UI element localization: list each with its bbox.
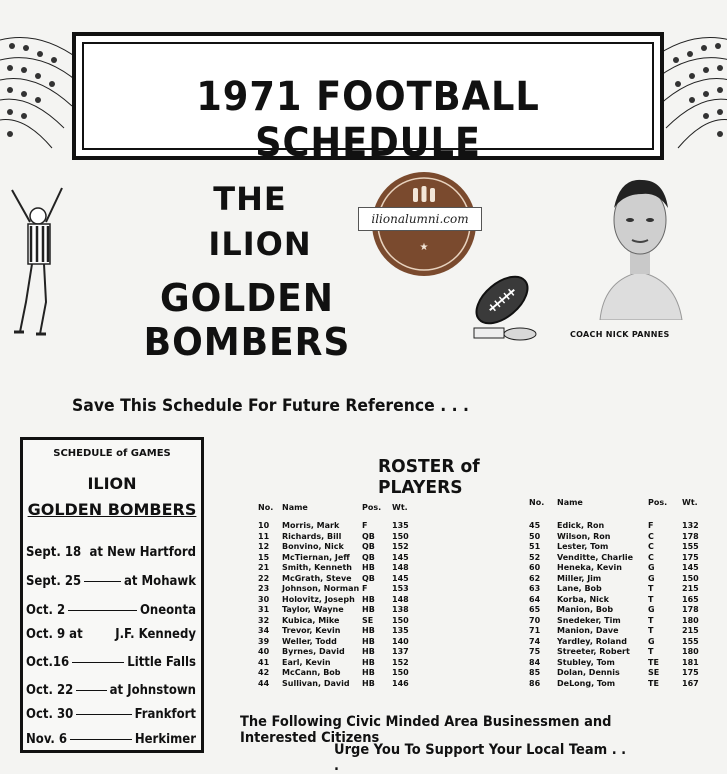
schedule-game-row [26,703,196,725]
roster-cell-name: Wilson, Ron [557,531,611,541]
roster-cell-wt: 180 [682,647,699,656]
roster-cell-name: Kubica, Mike [282,615,340,625]
game-leader-line [72,662,124,663]
roster-cell-pos: G [648,563,655,572]
roster-cell-no: 39 [258,636,270,646]
roster-cell-pos: T [648,615,654,625]
roster-cell-pos: HB [362,647,375,656]
roster-cell-no: 62 [529,573,541,583]
roster-cell-wt: 215 [682,626,699,635]
footer-line-2: Urge You To Support Your Local Team . . . [334,742,627,774]
roster-cell-pos: QB [362,531,375,541]
schedule-game-row [26,728,196,750]
roster-cell-pos: T [648,594,654,604]
roster-cell-wt: 148 [392,563,409,572]
roster-cell-wt: 155 [682,542,699,551]
roster-cell-pos: HB [362,636,375,646]
roster-cell-name: Johnson, Norman [282,584,360,593]
roster-cell-pos: C [648,552,654,562]
roster-cell-name: Edick, Ron [557,521,605,530]
roster-cell-pos: T [648,626,654,635]
roster-cell-no: 70 [529,615,541,625]
schedule-game-row [26,679,196,701]
roster-cell-name: Snedeker, Tim [557,615,621,625]
roster-cell-wt: 135 [392,521,409,530]
roster-cell-no: 12 [258,542,270,551]
roster-cell-no: 60 [529,563,541,572]
roster-cell-name: Holovitz, Joseph [282,594,355,604]
roster-cell-name: Lester, Tom [557,542,609,551]
roster-cell-pos: HB [362,605,375,614]
three-figures-icon [413,186,435,202]
roster-cell-name: Lane, Bob [557,584,602,593]
roster-cell-no: 45 [529,521,541,530]
roster-cell-no: 44 [258,678,270,688]
coach-caption: COACH NICK PANNES [570,330,670,339]
roster-cell-no: 23 [258,584,270,593]
roster-cell-pos: HB [362,563,375,572]
roster-cell-wt: 152 [392,542,409,551]
roster-cell-name: Bonvino, Nick [282,542,344,551]
roster-cell-no: 41 [258,657,270,667]
team-title-golden-bombers: GOLDEN BOMBERS [143,276,351,364]
roster-cell-name: McGrath, Steve [282,573,352,583]
roster-cell-wt: 150 [392,668,409,677]
schedule-team-ilion: ILION [87,474,137,493]
roster-cell-wt: 155 [682,636,699,646]
roster-cell-no: 34 [258,626,270,635]
roster-cell-name: Venditte, Charlie [557,552,634,562]
roster-cell-pos: HB [362,678,375,688]
roster-cell-name: McCann, Bob [282,668,341,677]
svg-text:★: ★ [419,242,429,253]
roster-cell-wt: 153 [392,584,409,593]
roster-cell-name: Byrnes, David [282,647,345,656]
roster-cell-no: 84 [529,657,541,667]
game-date: Oct. 30 [26,706,74,722]
roster-cell-pos: SE [648,668,660,677]
game-date: Nov. 6 [26,731,68,747]
roster-cell-name: Dolan, Dennis [557,668,620,677]
roster-cell-no: 86 [529,678,541,688]
roster-cell-wt: 175 [682,668,699,677]
roster-header-pos: Pos. [362,503,382,512]
roster-cell-no: 65 [529,605,541,614]
game-date: Oct. 22 [26,682,74,698]
schedule-team-golden-bombers: GOLDEN BOMBERS [27,500,197,519]
game-leader-line [76,714,131,715]
roster-cell-pos: F [648,521,654,530]
roster-cell-no: 50 [529,531,541,541]
roster-cell-no: 52 [529,552,541,562]
roster-cell-wt: 180 [682,615,699,625]
roster-cell-wt: 148 [392,594,409,604]
roster-cell-no: 71 [529,626,541,635]
game-leader-line [68,610,137,611]
game-opponent: at New Hartford [89,544,196,560]
roster-cell-no: 85 [529,668,541,677]
roster-cell-wt: 181 [682,657,699,667]
roster-cell-wt: 175 [682,552,699,562]
roster-cell-wt: 178 [682,605,699,614]
roster-cell-pos: QB [362,552,375,562]
roster-cell-name: Trevor, Kevin [282,626,341,635]
roster-cell-pos: TE [648,657,659,667]
roster-cell-pos: HB [362,594,375,604]
roster-cell-no: 51 [529,542,541,551]
roster-cell-pos: G [648,636,655,646]
roster-cell-pos: F [362,521,368,530]
roster-cell-wt: 146 [392,678,409,688]
roster-cell-name: Korba, Nick [557,594,609,604]
roster-header-no: No. [258,503,274,512]
roster-header-pos: Pos. [648,498,668,507]
game-opponent: Herkimer [134,731,196,747]
game-leader-line [76,690,106,691]
game-opponent: Oneonta [139,602,196,618]
roster-cell-wt: 135 [392,626,409,635]
game-opponent: Little Falls [127,654,196,670]
roster-cell-wt: 140 [392,636,409,646]
roster-cell-no: 75 [529,647,541,656]
roster-cell-no: 21 [258,563,270,572]
roster-cell-wt: 165 [682,594,699,604]
game-date: Sept. 18 [26,544,82,560]
roster-cell-wt: 145 [392,573,409,583]
roster-cell-pos: C [648,542,654,551]
roster-cell-no: 10 [258,521,270,530]
game-date: Oct. 9 at [26,626,83,642]
game-date: Oct. 2 [26,602,66,618]
roster-cell-pos: SE [362,615,374,625]
schedule-game-row [26,651,196,673]
game-opponent: at Mohawk [123,573,196,589]
roster-cell-wt: 145 [682,563,699,572]
roster-header-wt: Wt. [392,503,408,512]
roster-cell-wt: 137 [392,647,409,656]
roster-cell-name: Heneka, Kevin [557,563,622,572]
roster-cell-no: 40 [258,647,270,656]
game-date: Sept. 25 [26,573,82,589]
roster-cell-pos: G [648,605,655,614]
roster-cell-pos: T [648,647,654,656]
roster-cell-name: Miller, Jim [557,573,602,583]
roster-cell-pos: C [648,531,654,541]
roster-cell-wt: 138 [392,605,409,614]
roster-cell-name: Manion, Bob [557,605,614,614]
roster-cell-wt: 152 [392,657,409,667]
roster-cell-name: Taylor, Wayne [282,605,344,614]
schedule-game-row [26,570,196,592]
roster-cell-pos: G [648,573,655,583]
roster-cell-no: 64 [529,594,541,604]
roster-cell-name: Sullivan, David [282,678,350,688]
schedule-heading: SCHEDULE of GAMES [53,448,171,459]
roster-cell-pos: TE [648,678,659,688]
roster-cell-name: Streeter, Robert [557,647,630,656]
roster-cell-wt: 150 [682,573,699,583]
game-opponent: J.F. Kennedy [115,626,196,642]
roster-cell-pos: T [648,584,654,593]
roster-cell-no: 63 [529,584,541,593]
roster-cell-no: 30 [258,594,270,604]
roster-cell-name: Morris, Mark [282,521,340,530]
save-note: Save This Schedule For Future Reference . . . [72,396,469,416]
roster-cell-wt: 150 [392,531,409,541]
roster-header-name: Name [282,503,308,512]
game-leader-line [70,739,132,740]
football-illustration [460,262,540,352]
roster-cell-no: 42 [258,668,270,677]
roster-cell-pos: QB [362,542,375,551]
roster-cell-name: Yardley, Roland [557,636,627,646]
schedule-game-row [26,599,196,621]
referee-illustration [0,182,78,342]
coach-photo [590,170,690,320]
crowd-left-illustration [0,20,80,150]
roster-header-name: Name [557,498,583,507]
team-title-ilion: ILION [208,225,312,263]
roster-cell-name: Stubley, Tom [557,657,615,667]
footer-line-1: The Following Civic Minded Area Businessmen and Interested Citizens [240,714,612,746]
team-title-the: THE [213,180,287,218]
roster-title: ROSTER of PLAYERS [378,456,480,498]
roster-cell-name: Earl, Kevin [282,657,331,667]
roster-cell-pos: QB [362,573,375,583]
roster-cell-pos: F [362,584,368,593]
roster-cell-wt: 178 [682,531,699,541]
schedule-game-row [26,541,196,563]
game-date: Oct.16 [26,654,70,670]
roster-cell-wt: 150 [392,615,409,625]
roster-cell-no: 15 [258,552,270,562]
roster-cell-wt: 132 [682,521,699,530]
roster-cell-no: 32 [258,615,270,625]
roster-cell-no: 74 [529,636,541,646]
roster-cell-wt: 167 [682,678,699,688]
roster-cell-name: Richards, Bill [282,531,342,541]
logo-text: ilionalumni.com [358,207,482,231]
roster-cell-name: McTiernan, Jeff [282,552,350,562]
roster-cell-name: DeLong, Tom [557,678,616,688]
roster-cell-no: 11 [258,531,270,541]
roster-cell-wt: 145 [392,552,409,562]
roster-cell-pos: HB [362,657,375,667]
roster-cell-name: Manion, Dave [557,626,619,635]
roster-cell-no: 31 [258,605,270,614]
game-leader-line [84,581,121,582]
roster-cell-pos: HB [362,668,375,677]
roster-cell-name: Weller, Todd [282,636,337,646]
schedule-game-row [26,623,196,645]
roster-cell-no: 22 [258,573,270,583]
roster-cell-name: Smith, Kenneth [282,563,353,572]
page-title: 1971 FOOTBALL SCHEDULE [196,74,540,166]
roster-cell-pos: HB [362,626,375,635]
game-opponent: at Johnstown [109,682,196,698]
roster-header-wt: Wt. [682,498,698,507]
roster-cell-wt: 215 [682,584,699,593]
game-opponent: Frankfort [134,706,196,722]
roster-header-no: No. [529,498,545,507]
